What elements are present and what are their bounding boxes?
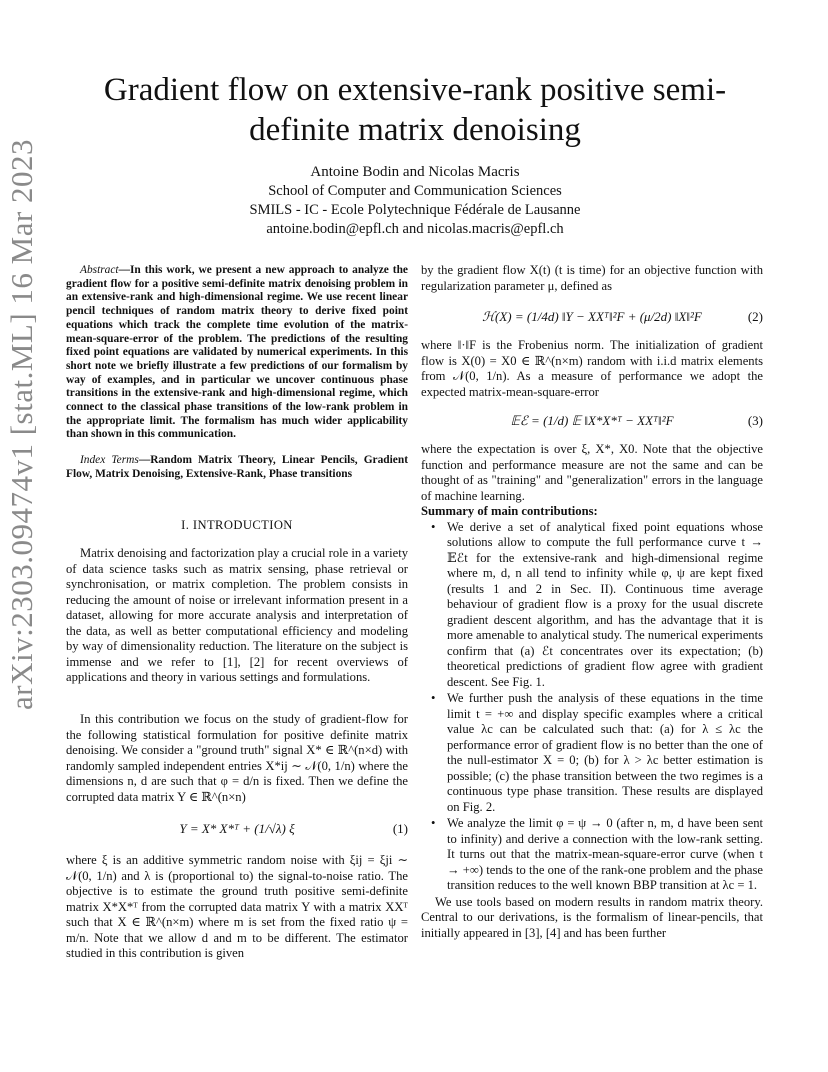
equation-1-number: (1) bbox=[392, 821, 408, 836]
abstract-label: Abstract bbox=[80, 264, 119, 276]
right-paragraph-2: where ‖·‖F is the Frobenius norm. The initialization of gradient flow is X(0) = X0 ∈ ℝ^(n×m) random with i.i.d matrix elements from 𝒩(0, 1/n). As a measure of performance we adopt the expected matrix-mean-square-error bbox=[421, 338, 763, 399]
right-paragraph-3: where the expectation is over ξ, X*, X0. Note that the objective function and performance measure are not the same and can be thought of as "training" and "generalization" errors in the language of machine learning. bbox=[421, 442, 763, 503]
equation-1 bbox=[66, 819, 408, 839]
equation-2 bbox=[421, 306, 763, 328]
affiliation-2: SMILS - IC - Ecole Polytechnique Fédérale de Lausanne bbox=[249, 202, 581, 218]
equation-1-body: Y = X* X*ᵀ + (1/√λ) ξ bbox=[179, 821, 295, 836]
right-paragraph-1: by the gradient flow X(t) (t is time) for an objective function with regularization parameter μ, defined as bbox=[421, 263, 763, 293]
equation-2-body: ℋ(X) = (1/4d) ‖Y − XXᵀ‖²F + (μ/2d) ‖X‖²F bbox=[482, 309, 702, 324]
index-terms bbox=[66, 454, 408, 481]
index-terms-label: Index Terms bbox=[80, 454, 139, 466]
arxiv-identifier: arXiv:2303.09474v1 [stat.ML] 16 Mar 2023 bbox=[4, 138, 39, 710]
contribution-item-1: • We derive a set of analytical fixed point equations whose solutions allow to compute the full performance curve t → 𝔼ℰt for the extensive-rank and high-dimensional regime where m, d, n all tend to infinity while φ, ψ are kept fixed (results 1 and 2 in Sec. II). Continuous time average behaviour of gradient flow is a proxy for the usual discrete gradient descent algorithm, and has the advantage that it is more amenable to analytical study. The numerical experiments confirm that (a) ℰt concentrates over its expectation; (b) theoretical predictions of gradient flow agree with gradient descent. See Fig. 1. bbox=[421, 520, 763, 691]
summary-heading: Summary of main contributions: bbox=[421, 504, 598, 518]
section-heading: I. INTRODUCTION bbox=[181, 518, 293, 532]
intro-paragraph-3: where ξ is an additive symmetric random noise with ξij = ξji ∼ 𝒩(0, 1/n) and λ is (proportional to) the signal-to-noise ratio. The objective is to estimate the ground truth positive semi-definite matrix X*X*ᵀ from the corrupted data matrix Y with a matrix XXᵀ such that X ∈ ℝ^(n×m) where m is set from the fixed ratio ψ = m/n. Note that we allow d and m to be different. The estimator studied in this contribution is given bbox=[66, 853, 408, 960]
equation-3 bbox=[421, 410, 763, 432]
right-column-top bbox=[421, 263, 763, 941]
paper-title: Gradient flow on extensive-rank positive semi-definite matrix denoising bbox=[103, 72, 727, 148]
equation-3-number: (3) bbox=[747, 413, 763, 428]
equation-2-number: (2) bbox=[747, 309, 763, 324]
authors: Antoine Bodin and Nicolas Macris bbox=[310, 164, 520, 180]
abstract-text: —In this work, we present a new approach to analyze the gradient flow for a positive semi-definite matrix denoising problem in an extensive-rank and high-dimensional regime. We use recent linear pencil techniques of random matrix theory to derive fixed point equations which track the complete time evolution of the matrix-mean-square-error of the problem. The predictions of the resulting fixed point equations are validated by numerical experiments. In this short note we briefly illustrate a few predictions of our formalism by way of examples, and in particular we uncover continuous phase transitions in the extensive-rank and high-dimensional regime, which connect to the classical phase transitions of the low-rank problem in the appropriate limit. The formalism has much wider applicability than shown in this communication. bbox=[66, 264, 408, 441]
index-terms-text: —Random Matrix Theory, Linear Pencils, Gradient Flow, Matrix Denoising, Extensive-Rank, Phase transitions bbox=[66, 454, 408, 480]
abstract bbox=[66, 264, 408, 442]
equation-3-body: 𝔼ℰ = (1/d) 𝔼 ‖X*X*ᵀ − XXᵀ‖²F bbox=[510, 413, 674, 428]
right-paragraph-4: We use tools based on modern results in random matrix theory. Central to our derivations, is the formalism of linear-pencils, that initially appeared in [3], [4] and has been further bbox=[421, 894, 763, 940]
summary-title: Summary of main contributions bbox=[421, 504, 594, 518]
contribution-item-2: • We further push the analysis of these equations in the time limit t = +∞ and display specific examples where a critical value λc can be calculated such that: (a) for λ ≤ λc the performance error of gradient flow is no better than the one of the null-estimator X = 0; (b) for λ > λc better estimation is possible; (c) the phase transition between the two regimes is a continuous type phase transition. These results are displayed on Fig. 2. bbox=[421, 691, 763, 815]
emails: antoine.bodin@epfl.ch and nicolas.macris@epfl.ch bbox=[266, 221, 564, 237]
author-block bbox=[150, 163, 680, 239]
intro-paragraph-2: In this contribution we focus on the study of gradient-flow for the following statistical formulation for positive definite matrix denoising. We consider a "ground truth" signal X* ∈ ℝ^(n×d) with randomly sampled independent entries X*ij ∼ 𝒩(0, 1/n) where the dimensions n, d are such that φ = d/n is fixed. Then we define the corrupted data matrix Y ∈ ℝ^(n×n) bbox=[66, 712, 408, 804]
intro-paragraph-1: Matrix denoising and factorization play a crucial role in a variety of data science tasks such as matrix sensing, phase retrieval or synchronisation, or matrix completion. The problem consists in reducing the amount of noise or irrelevant information present in a dataset, allowing for more accurate analysis and interpretation of the data, as well as better computational efficiency and modeling by way of dimensionality reduction. The literature on the subject is immense and we refer to [1], [2] for recent overviews of applications and theory in various settings and formulations. bbox=[66, 546, 409, 684]
intro-paragraph-2-block bbox=[66, 712, 408, 962]
contributions-list bbox=[421, 520, 763, 894]
contribution-item-3: • We analyze the limit φ = ψ → 0 (after n, m, d have been sent to infinity) and derive a connection with the low-rank setting. It turns out that the matrix-mean-square-error curve (when t → +∞) tends to the one of the rank-one problem and the phase transition reduces to the well known BBP transition at λc = 1. bbox=[421, 816, 763, 894]
affiliation-1: School of Computer and Communication Sciences bbox=[268, 183, 562, 199]
